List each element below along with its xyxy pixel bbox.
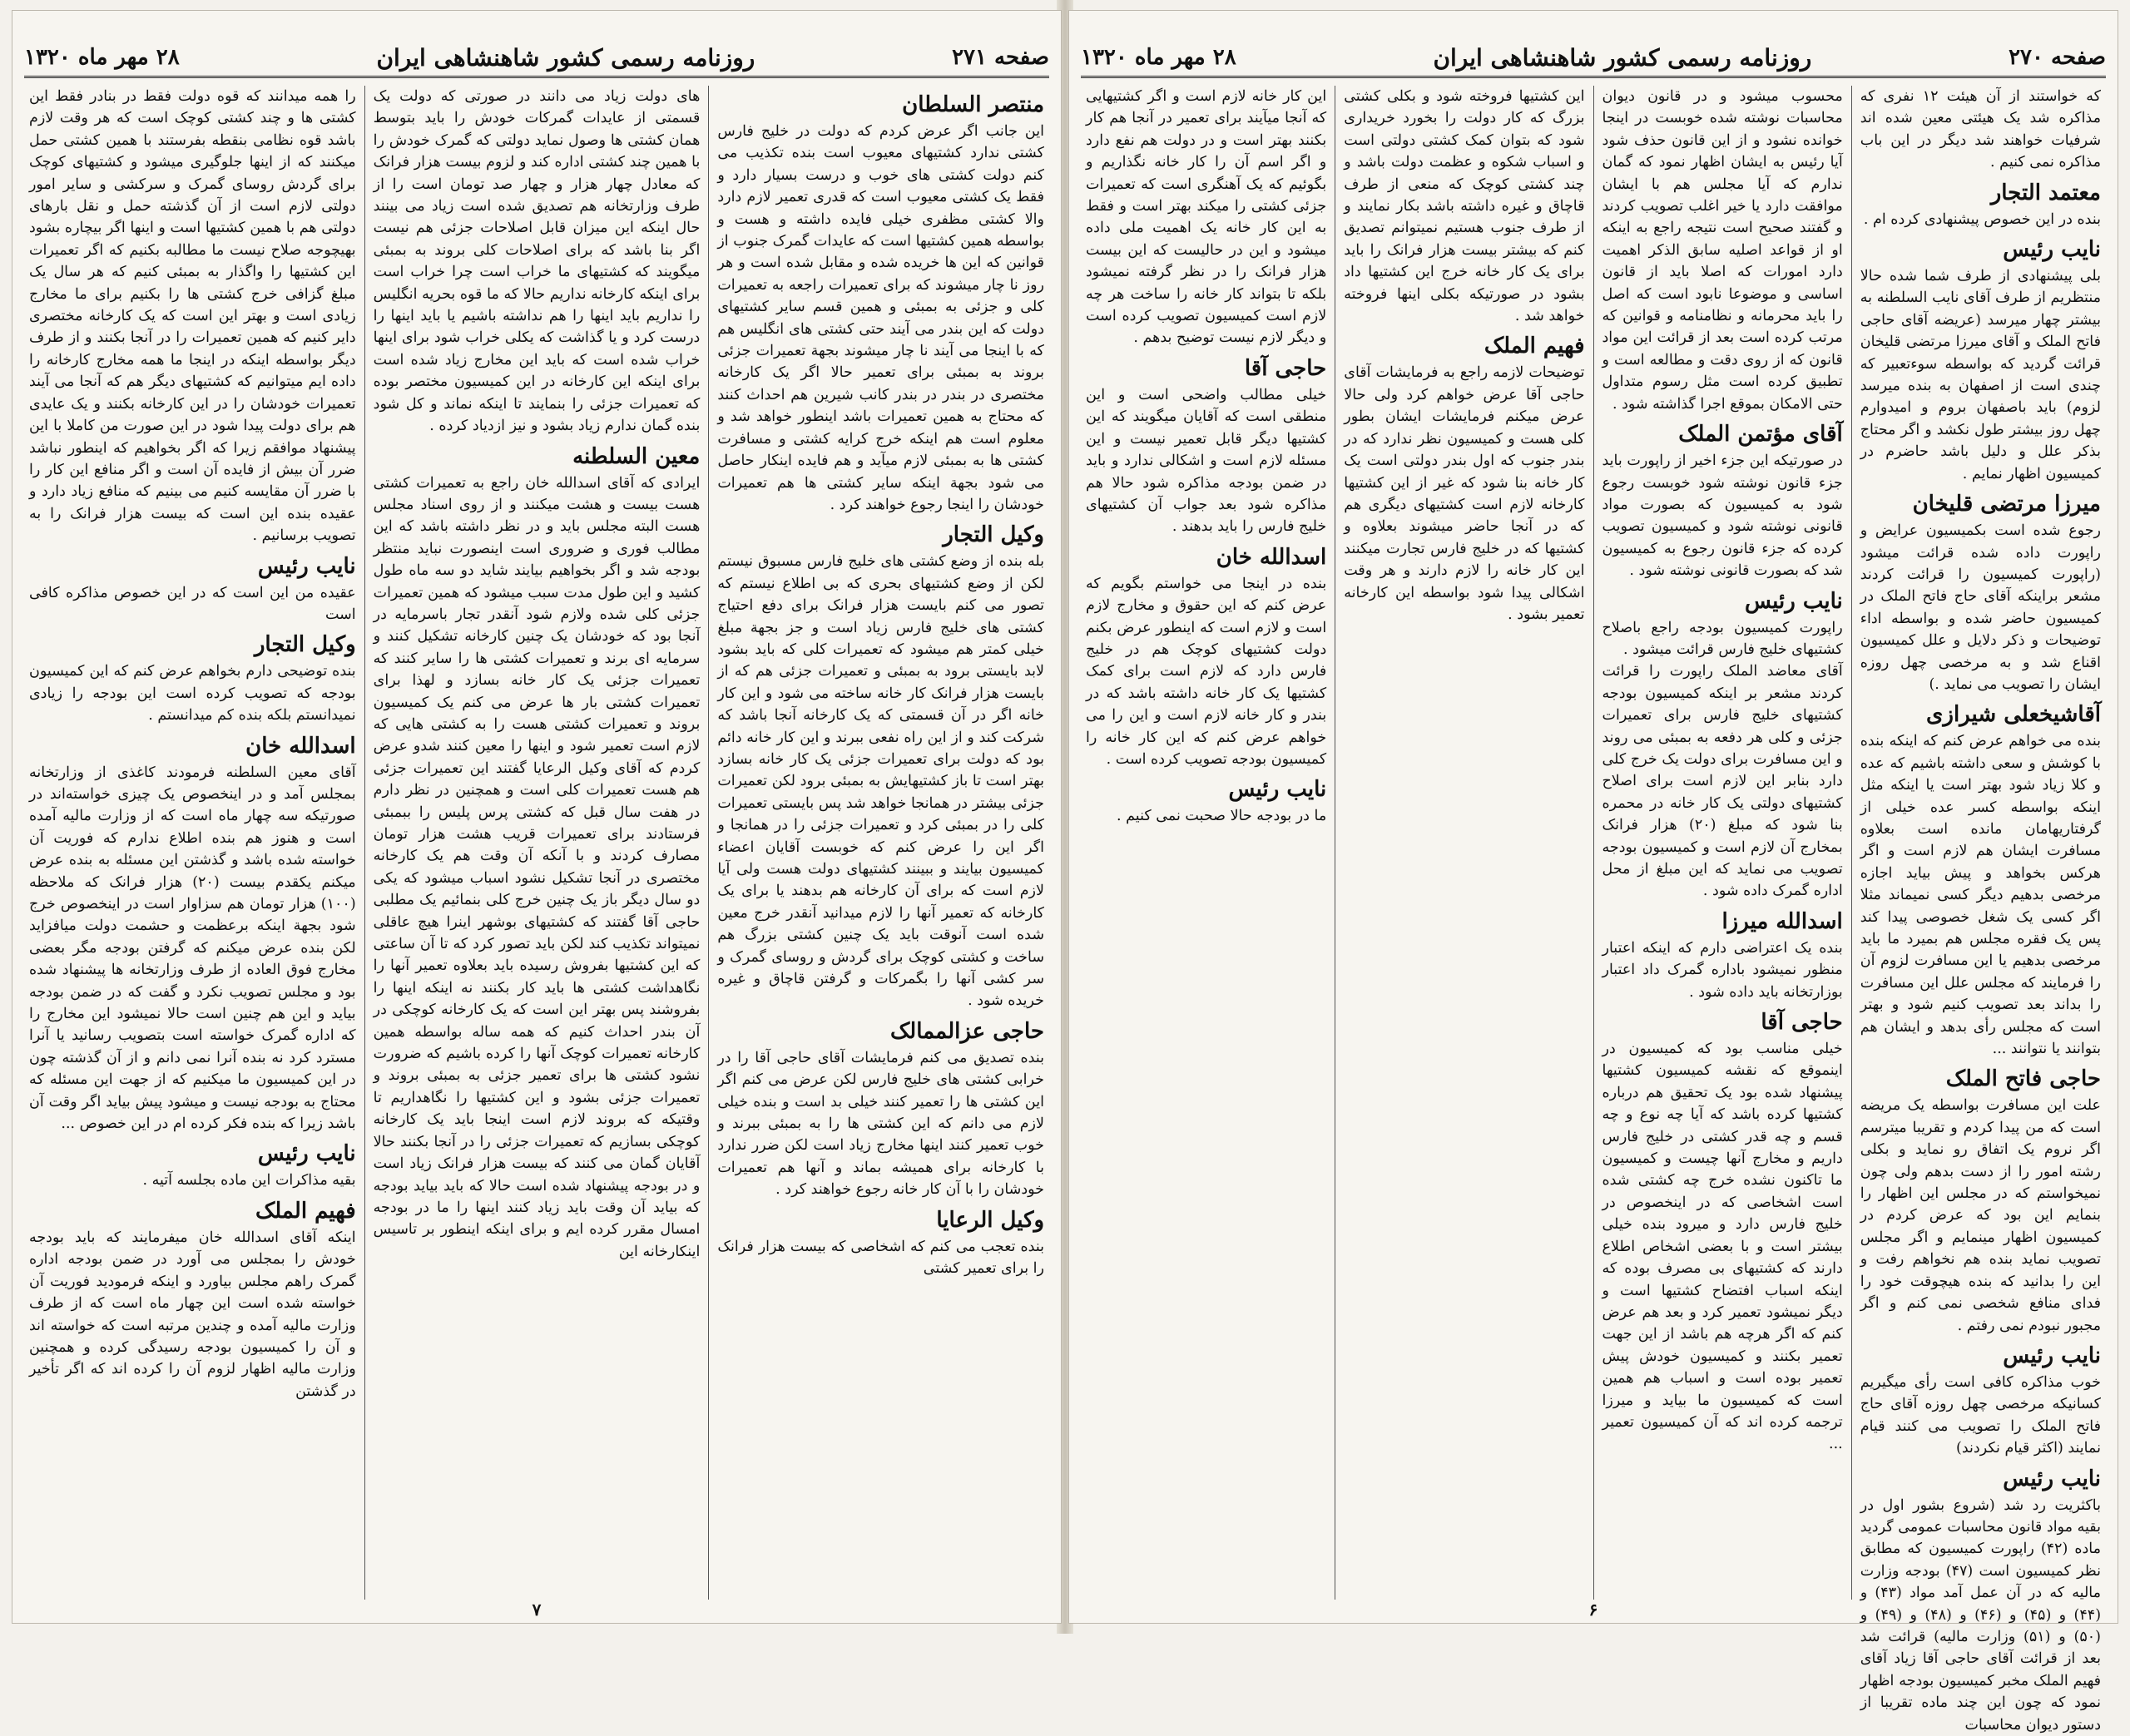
paragraph-text: ایرادی که آقای اسدالله خان راجع به تعمیرات کشتی هست بیست و هشت میکنند و از روی اسناد مجلس هست البته مجلس باید و در نظر داشته باشد که این مطالب فوری و ضروری است اینصورت نباید منتظر بودجه شد و اگر بخواهیم بیایند شاید دو سه ماه طول کشید و این طول مدت سبب میشود که همین تعمیرات جزئی کلی شده ولازم شود آنقدر تجار باسرمایه در آنجا بود که خودشان یک چنین کارخانه تشکیل کنند و سرمایه ای برند و تعمیرات کشتی ها را سایر کنند که تعمیرات جزئی یک کار خانه بسازد و لهذا برای تعمیرات کشتی بار ها عرض می کنم یک کمیسیون بروند و تعمیرات کشتی هست را به کشتی هایی که لازم است تعمیر شود و اینها را معین کنند شدو عرض کردم که آقای وکیل الرعایا گفتند این تعمیرات جزئی هم هست تعمیرات کلی است و همچنین در نظر دارم در هفت سال قبل که کشتی پرس پلیس را ببمبئی فرستادند برای تعمیرات قریب هشت هزار تومان مصارف کردند و با آنکه آن وقت هم یک کارخانه مختصری در آنجا تشکیل نشود اسباب میشود که یکی دو سال دیگر باز یک چنین خرج کلی بنمائیم یک مطلبی حاجی آقا گفتند که کشتیهای بوشهر اینرا هیچ عاقلی نمیتواند تکذیب کند لکن باید تصور کرد که تا آن ساعتی که این کشتیها بفروش رسیده باید بعلاوه تعمیر آنها را نگاهداشت کشتی ها باید کار بکنند نه اینکه اینها را بفروشند پس بهتر این است که یک کارخانه کوچکی در آن بندر احداث کنیم که همه ساله بواسطه همین کارخانه تعمیرات کوچک آنها را کرده باشیم که ضرورت نشود کشتی ها برای تعمیر جزئی به بمبئی بروند و تعمیرات جزئی بشود و این کشتیها را نگاهداریم تا وقتیکه که بروند لازم است اینجا باید یک کارخانه کوچکی بسازیم که تعمیرات جزئی را در آنجا بکنند حالا آقایان گمان می کنند که بیست هزار فرانک زیاد است و در بودجه پیشنهاد شده است حالا که باید بیاید بودجه که بیاید آن وقت باید زیاد کنند اینها را ما در بودجه امسال مقرر کرده ایم و برای اینکه اینطور بر تاسیس اینکارخانه این	[373, 474, 701, 1260]
paragraph-text: باکثریت رد شد (شروع بشور اول در بقیه مواد قانون محاسبات عمومی گردید ماده (۴۲) راپورت کمیسیون که مطابق نظر کمیسیون است (۴۷) بودجه وزارت مالیه که در آن عمل آمد مواد (۴۳) و (۴۴) و (۴۵) و (۴۶) و (۴۸) و (۴۹) و (۵۰) و (۵۱) وزارت مالیه) قرائت شد بعد از قرائت آقای حاجی آقا زیاد آقای فهیم الملک مخبر کمیسیون بودجه اظهار نمود که چون این چند ماده تقریبا از دستور دیوان محاسبات	[1860, 1496, 2102, 1734]
transcript-paragraph	[1602, 420, 1843, 581]
text-column	[1077, 86, 1335, 1600]
paragraph-text: بنده در اینجا می خواستم بگویم که عرض کنم که این حقوق و مخارج لازم است و لازم است که اینطور عرض بکنم دولت کشتیهای کوچک هم در خلیج فارس دارد که لازم است برای کمک کشتیها یک کار خانه داشته باشد که در بندر و کار خانه لازم است و این را می خواهم عرض کنم که این کار خانه را کمیسیون بودجه تصویب کرده است .	[1086, 575, 1327, 768]
paragraph-text: این کار خانه لازم است و اگر کشتیهایی که آنجا میآیند برای تعمیر در آنجا هم کار بکنند بهتر است و در دولت هم نفع دارد و اگر اسم آن را کار خانه نگذاریم و بگوئیم که یک آهنگری است که تعمیرات جزئی کشتی را میکند بهتر است و فقط به این کار خانه یک اهمیت ملی داده میشود و این در حالیست که این بیست هزار فرانک را در نظر گرفته نمیشود بلکه تا بتواند کار خانه را ساخت هر چه لازم است کمیسیون تصویب کرده است و دیگر لازم نیست توضیح بدهم .	[1086, 88, 1327, 347]
speaker-name: منتصر السلطان	[902, 92, 1044, 117]
transcript-paragraph	[1860, 86, 2101, 174]
text-column	[1335, 86, 1593, 1600]
transcript-paragraph	[717, 1206, 1044, 1280]
paragraph-text: بنده یک اعتراضی دارم که اینکه اعتبار منظور نمیشود باداره گمرک داد اعتبار بوزارتخانه باید داده شود .	[1602, 939, 1843, 1001]
paragraph-text: عقیده من این است که در این خصوص مذاکره کافی است	[28, 584, 356, 623]
right-page	[1068, 10, 2118, 1734]
transcript-paragraph	[717, 91, 1044, 516]
paragraph-text: را همه میدانند که قوه دولت فقط در بنادر فقط این کشتی ها و چند کشتی کوچک است که هر وقت لازم باشد قوه نظامی بنقطه بفرستند با همین کشتی حمل میکنند که از اینها جلوگیری میشود و کشتیهای کوچک برای گردش روسای گمرک و سرکشی و سایر امور دولتی لازم است از آن گذشته حمل و نقل بارهای دولتی هم با همین کشتیها است و اینها اگر بیچاره بشود بهیچوجه صلاح نیست ما مطالبه بکنیم که اگر تعمیرات این کشتیها را واگذار به بمبئی کنیم که هر سال یک مبلغ گزافی خرج کشتی ها را بکنیم برای ما مخارج زیادی است و بهتر این است که یک کارخانه مختصری دایر کنیم که همین تعمیرات را در آنجا بکنند و از طرف دیگر بواسطه اینکه در اینجا ما همه مخارج کارخانه را داده ایم میتوانیم که کشتیهای دیگر هم که آنجا می آیند تعمیرات خودشان را در این کارخانه بکنند و یک عایدی هم برای دولت پیدا شود در این صورت من کاملا با این پیشنهاد موافقم زیرا که اگر بخواهیم که اینطور نباشد ضرر آن بیش از فایده آن است و اگر منافع این کار را با ضرر آن مقایسه کنیم می بینیم که منافع زیاد دارد و عقیده بنده این است که بیست هزار فرانک را به تصویب برسانیم .	[28, 88, 356, 545]
paragraph-text: در صورتیکه این جزء اخیر از راپورت باید جزء قانون نوشته شود خوبست رجوع شود به کمیسیون که بصورت مواد قانونی نوشته شود و کمیسیون تصویب کرده که جزء قانون رجوع به کمیسیون شد که بصورت قانونی نوشته شود .	[1602, 453, 1843, 580]
paragraph-text: این کشتیها فروخته شود و بکلی کشتی بزرگ که کار دولت را بخورد خریداری شود که بتوان کمک کشتی دولتی است و اسباب شکوه و عظمت دولت باشد و چند کشتی کوچک که منعی از طرف قاچاق و غیره داشته باشد بکار نمایند و از طرف جنوب هستیم نمیتوانم تصدیق کنم که بیشتر بیست هزار فرانک را باید برای یک کار خانه خرج این کشتیها داد بشود در صورتیکه بکلی اینها فروخته خواهد شد .	[1344, 88, 1585, 325]
transcript-paragraph	[29, 631, 356, 726]
left-page-number-label: صفحه ۲۷۱	[952, 45, 1049, 70]
speaker-name: آقاشیخعلی شیرازی	[1926, 702, 2101, 728]
transcript-paragraph	[1086, 86, 1326, 349]
paragraph-text: آقای معین السلطنه فرمودند کاغذی از وزارتخانه بمجلس آمد و در اینخصوص یک چیزی خواسته‌اند در صورتیکه سه چهار ماه است که از وزارت مالیه آمده است و هنوز هم بنده اطلاع ندارم که فوریت آن خواسته شده باشد و گذشتن این مسئله به بنده عرض میکنم یکقدم بیست (۲۰) هزار فرانک که ملاحظه (۱۰۰) هزار تومان هم سزاوار است در اینخصوص خرج شود بجهة اینکه برعظمت و حشمت دولت میافزاید لکن بنده عرض میکنم که گرفتن بودجه مگر بعضی مخارج فوق العاده از طرف وزارتخانه ها پیشنهاد شده بود و مجلس تصویب نکرد و گفت که در ضمن بودجه بیاید و این هم چنین است حالا نمیشود این مخارج را که اداره گمرک خواسته است بتصویب رسانید یا آنرا مسترد کرد نه بنده آنرا نمی دانم و از آن گذشته چون در این کمیسیون ما میکنیم که از جهت این مسئله که محتاج به بودجه نیست و میشود پیش بیاید اگر وقت آن باشد زیرا که بنده فکر کرده ام در این خصوص ...	[28, 764, 356, 1133]
paragraph-text: رجوع شده است بکمیسیون عرایض و راپورت داده شده قرائت میشود (راپورت کمیسیون را قرائت کردند مشعر براینکه آقای حاج فاتح الملک در کمیسیون حاضر شده و بواسطه اداء توضیحات و ذکر دلایل و علل کمیسیون اقناع شد و به مرخصی چهل روزه ایشان را تصویب می نماید .)	[1860, 522, 2101, 693]
paragraph-text: خوب مذاکره کافی است رأی میگیریم کسانیکه مرخصی چهل روزه آقای حاج فاتح الملک را تصویب می کنند قیام نمایند (اکثر قیام نکردند)	[1860, 1373, 2101, 1457]
right-page-masthead: روزنامه رسمی کشور شاهنشاهی ایران	[1433, 43, 1812, 72]
speaker-name: میرزا مرتضی قلیخان	[1912, 492, 2101, 517]
right-page-folio: ۶	[1588, 1600, 1598, 1620]
transcript-paragraph	[1860, 179, 2101, 230]
paragraph-text: توضیحات لازمه راجع به فرمایشات آقای حاجی آقا عرض خواهم کرد ولی حالا عرض میکنم فرمایشات ایشان بطور کلی هست و کمیسیون نظر ندارد که در بندر جنوب که اول بندر دولتی است یک کار خانه بنا شود که غیر از این کشتیها کارخانه لازم است کشتیهای دیگری هم که در آنجا حاضر میشوند بعلاوه و کشتیها که در خلیج فارس تجارت میکنند این کار خانه را لازم دارند و هر وقت اشکالی پیدا شود بواسطه این کارخانه تعمیر بشود .	[1344, 364, 1585, 623]
paragraph-text: که خواستند از آن هیئت ۱۲ نفری که مذاکره شد یک هیئتی معین شده اند شرفیات خواهند شد دیگر در این باب مذاکره نمی کنیم .	[1860, 88, 2101, 171]
speaker-name: وکیل التجار	[254, 632, 356, 658]
left-page-date: ۲۸ مهر ماه ۱۳۲۰	[24, 45, 180, 70]
transcript-paragraph	[1602, 587, 1843, 661]
transcript-paragraph	[374, 86, 701, 438]
speaker-name: نایب رئیس	[257, 1141, 356, 1167]
text-column	[1593, 86, 1851, 1600]
paragraph-text: بله بنده از وضع کشتی های خلیج فارس مسبوق نیستم لکن از وضع کشتیهای بحری که بی اطلاع نیستم که تصور می کنم بایست هزار فرانک برای دفع احتیاج کشتی های خلیج فارس زیاد است و جز بجهة مبلغ خیلی کمتر هم میشود که تعمیرات کلی که باید بشود لابد بایستی برود به بمبئی و تعمیرات جزئی هم که از بایست هزار فرانک کار خانه ساخته می شود و این کار خانه اگر در آن قسمتی که یک کارخانه آنجا باشد که شرکت کند و از این راه نفعی ببرند و این کار خانه دائم بود که دولت برای تعمیرات جزئی یک کار خانه بسازد بهتر است تا باز کشتیهایش به بمبئی برود لکن تعمیرات جزئی بیشتر در همانجا خواهد شد پس بایستی تعمیرات کلی را در بمبئی کرد و تعمیرات جزئی را در همانجا و اگر این را عرض کنم که خوبست آقایان اعضاء کمیسیون بیایند و ببینند کشتیهای دولت هست ولی آیا لازم است که برای آن کارخانه هم بدهند یا برای یک کارخانه که تعمیر آنها را لازم میدانید آنقدر خرج معین شده است آنوقت باید یک چنین کشتی بزرگ هم ساخت و کشتی کوچک برای گردش و روسای گمرک و سر کشی آنها را بگمرکات و گرفتن قاچاق و غیره خریده شود .	[717, 553, 1044, 1010]
transcript-paragraph	[1602, 1008, 1843, 1456]
transcript-paragraph	[1860, 1342, 2101, 1460]
speaker-name: حاجی عزالممالک	[890, 1018, 1044, 1044]
transcript-paragraph	[374, 443, 701, 1264]
text-column	[364, 86, 709, 1600]
right-page-number-label: صفحه ۲۷۰	[2009, 45, 2106, 70]
paragraph-text: های دولت زیاد می دانند در صورتی که دولت یک قسمتی از عایدات گمرکات خودش را باید بتوسط همان کشتی ها وصول نماید دولتی که گمرک خودش را با همین چند کشتی اداره کند و لزوم بیست هزار فرانک که معادل چهار هزار و چهار صد تومان است را از طرف وزارتخانه هم تصدیق شده است زیاد می بینند حال اینکه این میزان قابل اصلاحات جزئی هم نیست اگر بنا باشد که برای اصلاحات کلی بروند به بمبئی میگویند که کشتیهای ما خراب است چرا خراب است برای اینکه کارخانه نداریم حالا که ما قوه بحریه انگلیس را نداریم باید اینها را هم نداشته باشیم یا باید اینها را درست کرد و یا گذاشت که یکلی خراب شود برای اینها خراب شده است که باید این مخارج زیاد شده است برای اینکه این کارخانه در این کمیسیون مختصر بوده که تعمیرات جزئی را بنمایند تا اینکه نماند و کل شود بنده گمان ندارم زیاد بشود و نیز ازدیاد کرده .	[373, 88, 701, 435]
speaker-name: حاجی آقا	[1761, 1010, 1843, 1036]
speaker-name: نایب رئیس	[1228, 777, 1327, 803]
transcript-paragraph	[1602, 908, 1843, 1003]
transcript-paragraph	[717, 1017, 1044, 1201]
speaker-name: وکیل التجار	[943, 522, 1044, 548]
transcript-paragraph	[1602, 86, 1843, 415]
paragraph-text: محسوب میشود و در قانون دیوان محاسبات نوشته شده خوبست در اینجا خوانده نشود و از این قانون حذف شود آیا رئیس به ایشان اظهار نمود که گمان ندارم که آیا مجلس هم با ایشان موافقت دارد یا خیر اغلب تصویب کردند و گفتند صحیح است نتیجه راجع به اینکه او از قواعد اصلیه سابق الذکر اهمیت دارد امورات که اصلا باید از قانون اساسی و موضوعا نابود است که اصل را باید محرمانه و نظامنامه و قوانین که مرتب کرده است بعد از قرائت این مواد قانون که از روی دقت و مطالعه است و تطبیق کرده است مثل رسوم متداول حتی الامکان بموقع اجرا گذاشته شود .	[1602, 88, 1843, 413]
transcript-paragraph	[1086, 354, 1326, 538]
paragraph-text: بنده تصدیق می کنم فرمایشات آقای حاجی آقا را در خرابی کشتی های خلیج فارس لکن عرض می کنم اگر این کشتی ها را تعمیر کنند خیلی بد است و بنده خیلی لازم می دانم که این کشتی ها را به بمبئی ببرند و خوب تعمیر کنند اینها مخارج زیاد است لکن ضرر ندارد با کارخانه برای همیشه بماند و آنها هم تعمیرات خودشان را با آن کار خانه رجوع خواهند کرد .	[717, 1049, 1044, 1199]
transcript-paragraph	[1860, 490, 2101, 695]
left-page-folio: ۷	[532, 1600, 542, 1620]
transcript-paragraph	[1086, 775, 1326, 827]
paragraph-text: بنده در این خصوص پیشنهادی کرده ام .	[1863, 210, 2101, 228]
transcript-paragraph	[1602, 660, 1843, 902]
right-page-header	[1081, 39, 2106, 78]
speaker-name: نایب رئیس	[2003, 1466, 2101, 1491]
transcript-paragraph	[717, 521, 1044, 1012]
speaker-name: اسدالله خان	[245, 733, 356, 759]
left-page-masthead: روزنامه رسمی کشور شاهنشاهی ایران	[376, 43, 755, 72]
paragraph-text: ما در بودجه حالا صحبت نمی کنیم .	[1117, 808, 1327, 825]
paragraph-text: بنده می خواهم عرض کنم که اینکه بنده با کوشش و سعی داشته باشیم که عده و کلا زیاد شود بهتر است یا اینکه مثل اینکه بواسطه کسر عده خیلی از گرفتاریهامان مانده است بعلاوه مسافرت ایشان هم لازم است و اگر هرکس بخواهد و پیش بیاید اجازه مرخصی بدهیم دیگر کسی نمیماند مثلا اگر کسی یک شغل خصوصی پیدا کند پس یک فقره مجلس هم بمیرد ما باید مرخصی بدهیم یا این مسافرت لزوم آن را فرمایند که مجلس علل این مسافرت را بداند بعد تصویب کنیم شود و بهتر است که مجلس رأی بدهد و ایشان هم بتوانند یا نتوانند ...	[1860, 733, 2101, 1058]
speaker-name: آقای مؤتمن الملک	[1678, 422, 1843, 448]
transcript-paragraph	[1860, 700, 2101, 1060]
transcript-paragraph	[29, 1197, 356, 1402]
paragraph-text: بنده توضیحی دارم بخواهم عرض کنم که این کمیسیون بودجه که تصویب کرده است این بودجه را زیادی نمیدانستم بلکه بنده کم میدانستم .	[28, 663, 356, 725]
speaker-name: نایب رئیس	[1744, 588, 1843, 614]
left-page-header	[24, 39, 1049, 78]
paragraph-text: خیلی مطالب واضحی است و این منطقی است که آقایان میگویند که این کشتیها دیگر قابل تعمیر نیست و این مسئله لازم است و اشکالی ندارد و باید در ضمن بودجه مذاکره شود حالا هم مذاکره شود بعد جواب آن کشتیهای خلیج فارس را باید بدهند .	[1086, 386, 1327, 536]
paragraph-text: علت این مسافرت بواسطه یک مریضه است که من پیدا کردم و تقریبا میترسم اگر نروم یک اتفاق رو نماید و بکلی رشته امور را از دست بدهم ولی چون نمیخواستم که در مجلس این اظهار را بنمایم این بود که عرض کردم در کمیسیون اظهار مینمایم و اگر مجلس تصویب نماید بنده هم نخواهم رفت و این را بدانید که بنده هیچوقت خود را فدای منافع شخصی نمی کنم و اگر مجبور نبودم نمی رفتم .	[1860, 1097, 2101, 1334]
paragraph-text: اینکه آقای اسدالله خان میفرمایند که باید بودجه خودش را بمجلس می آورد در ضمن بودجه اداره گمرک راهم مجلس بیاورد و اینکه فرمودید فوریت آن خواسته شده است این چهار ماه است که از طرف وزارت مالیه آمده و چندین مرتبه است که خواسته اند و آن را کمیسیون بودجه رسیدگی کرده و همچنین وزارت مالیه اظهار لزوم آن را کرده اند که اگر تأخیر در گذشتن	[28, 1229, 356, 1400]
speaker-name: وکیل الرعایا	[936, 1207, 1044, 1233]
transcript-paragraph	[1860, 235, 2101, 485]
speaker-name: معتمد التجار	[1990, 180, 2101, 205]
speaker-name: حاجی آقا	[1244, 355, 1327, 381]
speaker-name: فهیم الملک	[1484, 334, 1585, 359]
paragraph-text: راپورت کمیسیون بودجه راجع باصلاح کشتیهای خلیج فارس قرائت میشود .	[1602, 619, 1843, 658]
paragraph-text: آقای معاضد الملک راپورت را قرائت کردند مشعر بر اینکه کمیسیون بودجه کشتیهای خلیج فارس برای تعمیرات جزئی و کلی هر دفعه به بمبئی می روند و این مسافرت برای دولت یک خرج کلی دارد بنابر این لازم است برای اصلاح کشتیهای دولتی یک کار خانه در محمره بنا شود که مبلغ (۲۰) هزار فرانک بمخارج آن لازم است و کمیسیون بودجه تصویب می نماید که این مبلغ از محل اداره گمرک داده شود .	[1602, 663, 1843, 900]
right-page-date: ۲۸ مهر ماه ۱۳۲۰	[1081, 45, 1236, 70]
speaker-name: فهیم الملک	[255, 1198, 356, 1224]
speaker-name: اسدالله میرزا	[1721, 908, 1843, 934]
transcript-paragraph	[1086, 543, 1326, 771]
transcript-paragraph	[29, 732, 356, 1135]
paragraph-text: بنده تعجب می کنم که اشخاصی که بیست هزار فرانک را برای تعمیر کشتی	[717, 1238, 1044, 1278]
transcript-paragraph	[1860, 1065, 2101, 1336]
transcript-paragraph	[1344, 332, 1584, 626]
transcript-paragraph	[29, 552, 356, 626]
paragraph-text: خیلی مناسب بود که کمیسیون در اینموقع که نقشه کمیسیون کشتیها پیشنهاد شده بود یک تحقیق هم درباره کشتیها کرده باشد که آیا چه نوع و چه قسم و چه قدر کشتی در خلیج فارس داریم و مخارج آنها چیست و کمیسیون ما تاکنون نشده خرج چه کشتی شده است اشخاصی که در اینخصوص در خلیج فارس دارد و میرود بنده خیلی بیشتر است و با بعضی اشخاص اطلاع دارند که کشتیهای بی مصرف بوده که اینکه اسباب افتضاح کشتیها است و دیگر نمیشود تعمیر کرد و بعد هم عرض کنم که اگر هرچه هم باشد از این جهت تعمیر بکنند و کمیسیون خودش پیش تعمیر بوده است و اسباب هم همین است که کمیسیون ما بیاید و میرزا ترجمه کرده اند که آن کمیسیون تعمیر ...	[1602, 1041, 1843, 1453]
paragraph-text: بلی پیشنهادی از طرف شما شده حالا منتظریم از طرف آقای نایب السلطنه به بیشتر چهار میرسد (عریضه آقای حاجی فاتح الملک و آقای میرزا مرتضی قلیخان قرائت گردید که بواسطه سوءتعبیر که چندی است از اصفهان به بنده میرسد لزوم) باید باصفهان بروم و امیدوارم چهل روز بیشتر طول نکشد و اگر محتاج بذکر علل و دلیل باشد حاضرم در کمیسیون اظهار نمایم .	[1860, 268, 2101, 482]
paragraph-text: بقیه مذاکرات این ماده بجلسه آتیه .	[142, 1172, 356, 1189]
speaker-name: نایب رئیس	[257, 553, 356, 579]
transcript-paragraph	[29, 86, 356, 547]
text-column	[21, 86, 364, 1600]
left-page-columns	[21, 86, 1053, 1600]
text-column	[1851, 86, 2109, 1734]
right-page-columns	[1077, 86, 2109, 1734]
transcript-paragraph	[29, 1140, 356, 1191]
speaker-name: معین السلطنه	[572, 443, 701, 469]
text-column	[708, 86, 1053, 1600]
speaker-name: حاجی فاتح الملک	[1945, 1066, 2101, 1092]
transcript-paragraph	[1344, 86, 1584, 327]
speaker-name: نایب رئیس	[2003, 1343, 2101, 1368]
speaker-name: نایب رئیس	[2003, 237, 2101, 263]
paragraph-text: این جانب اگر عرض کردم که دولت در خلیج فارس کشتی ندارد کشتیهای معیوب است بنده تکذیب می کنم دولت کشتی های خوب و درست بسیار دارد و فقط یک کشتی معیوب است که قدری تعمیر لازم دارد والا کشتی مظفری خیلی فایده داشته و هست و بواسطه همین کشتیها است که عایدات گمرک جنوب از قوانین که این ها خریده شده و مقابل شده است و هر روز نا چار میشوند که برای تعمیرات راجعه به تعمیرات کلی و جزئی به بمبئی و همین قسم سایر کشتیهای دولت که این بندر می آیند حتی کشتی های انگلیس هم که با اینجا می آیند نا چار میشوند بجهة تعمیرات جزئی بروند به بمبئی برای تعمیر حالا اگر یک کارخانه مختصری در بندر در بندر کانب شیرین هم احداث کنند که محتاج به همین تعمیرات باشد اینطور خواهد شد و معلوم است هم اینکه خرج کرایه کشتی و مسافرت کشتی ها به بمبئی لازم میآید و هم فایده اینکار حاصل می شود بجهة اینکه سایر کشتی ها هم تعمیرات خودشان را اینجا رجوع خواهند کرد .	[717, 123, 1044, 513]
speaker-name: اسدالله خان	[1216, 544, 1327, 570]
left-page	[12, 10, 1062, 1624]
